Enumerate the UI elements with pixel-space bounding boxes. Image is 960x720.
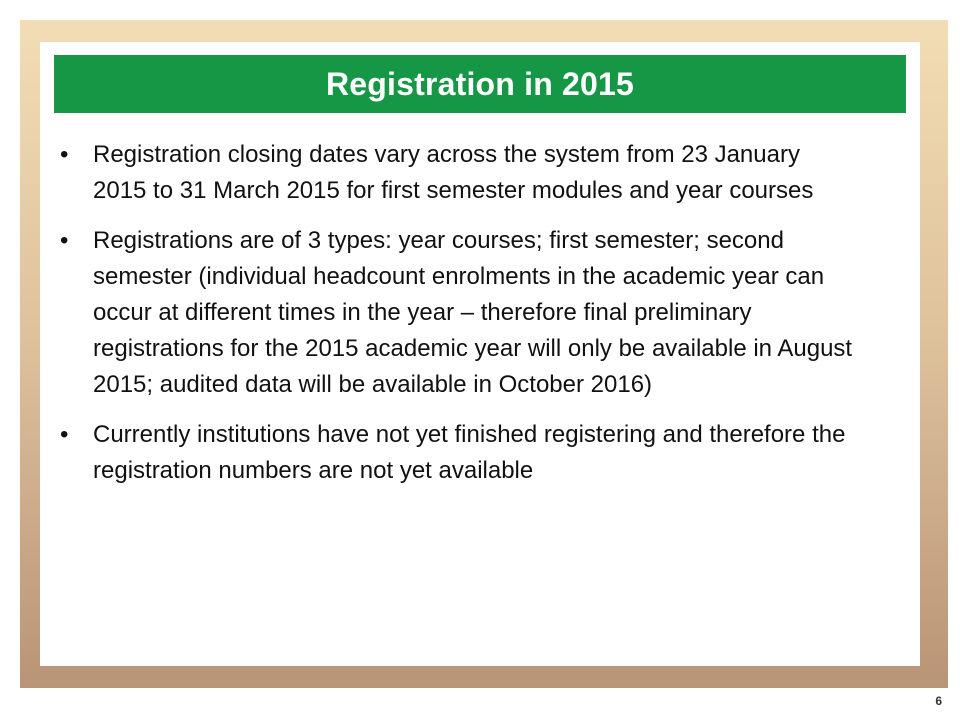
bullet-icon: • [60,421,69,448]
page-number: 6 [935,694,942,708]
bullet-text: Currently institutions have not yet finished registering and therefore the registration numbers are not yet available [93,421,846,484]
title-bar [54,55,906,113]
slide-title: Registration in 2015 [325,65,635,102]
bullet-text: Registrations are of 3 types: year courses; first semester; second semester (individual headcount enrolments in the academic year can occur at different times in the year – therefore final preliminary registrations for the 2015 academic year will only be available in August 2015; audited data will be available in October 2016) [93,227,853,398]
bullet-item [56,417,856,489]
bullet-text: Registration closing dates vary across the system from 23 January 2015 to 31 March 2015 for first semester modules and year courses [93,141,814,204]
bullet-item [56,137,856,209]
bullet-icon: • [60,227,69,254]
bullet-icon: • [60,141,69,168]
bullet-item [56,223,856,403]
bullet-list [56,137,856,503]
